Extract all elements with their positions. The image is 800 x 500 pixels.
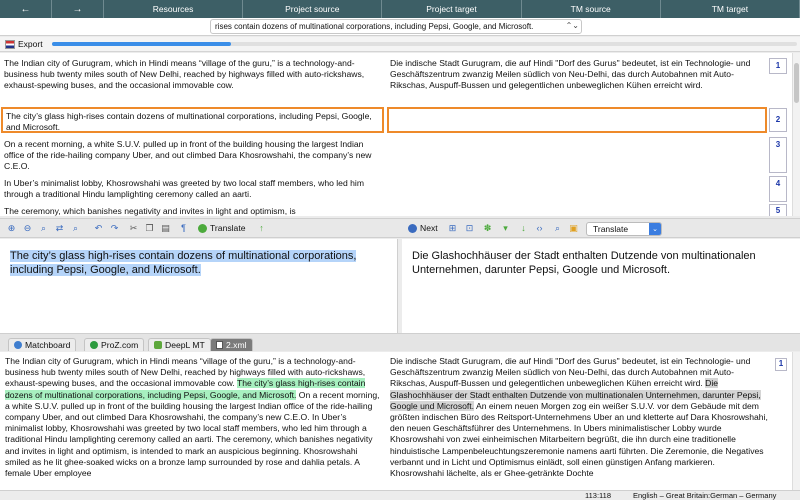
tab-project-source[interactable]: Project source — [243, 0, 382, 18]
scrollbar-thumb[interactable] — [794, 63, 799, 103]
insert-tag-icon[interactable]: ⊞ — [448, 223, 457, 233]
document-segment-number[interactable]: 1 — [775, 358, 787, 371]
bottom-tabs — [0, 333, 800, 351]
export-button[interactable] — [5, 39, 43, 49]
progress-bar — [52, 42, 797, 46]
filter-icon[interactable]: ▾ — [503, 223, 508, 233]
segment-source-cell[interactable]: The ceremony, which banishes negativity and invites in light and optimism, is — [4, 206, 296, 216]
segment-target-cell[interactable] — [387, 204, 767, 216]
segment-target-cell-empty[interactable] — [387, 107, 767, 133]
zoom-in-icon[interactable]: ⊕ — [7, 223, 16, 233]
segment-number[interactable]: 5 — [769, 204, 787, 216]
tab-label: 2.xml — [226, 340, 247, 350]
doc-target-highlight[interactable]: Die Glashochhäuser der Stadt enthalten Dutzende von multinationalen Unternehmen, darunter Pepsi, Google und Microsoft. — [390, 378, 761, 411]
tab-label: ProZ.com — [101, 340, 139, 350]
export-label: Export — [18, 39, 43, 49]
export-row — [0, 37, 800, 52]
translate-button-label: Translate — [210, 223, 246, 233]
target-editor[interactable] — [402, 239, 800, 333]
segment-dropdown-value: rises contain dozens of multinational corporations, including Pepsi, Google, and Microsoft. — [215, 22, 534, 31]
tab-proz[interactable] — [84, 338, 144, 351]
segment-source-cell[interactable]: The city’s glass high-rises contain dozens of multinational corporations, including Pepsi, Google, and Microsoft. — [1, 107, 384, 133]
tab-tm-target[interactable]: TM target — [661, 0, 800, 18]
proz-icon — [90, 341, 98, 349]
mode-select-value: Translate — [593, 224, 629, 234]
segment-dropdown[interactable] — [210, 19, 582, 34]
status-bar — [0, 490, 800, 500]
doc-source-highlight[interactable]: The city’s glass high-rises contain dozens of multinational corporations, including Pepsi, Google, and Microsoft. — [5, 378, 366, 400]
translate-button[interactable] — [198, 223, 246, 233]
segment-number[interactable]: 4 — [769, 176, 787, 202]
forward-arrow-button[interactable]: → — [52, 0, 104, 18]
next-button[interactable] — [408, 223, 438, 233]
undo-icon[interactable]: ↶ — [94, 223, 103, 233]
document-source-text — [5, 356, 382, 479]
source-editor-text: The city’s glass high-rises contain dozens of multinational corporations, including Pepsi, Google, and Microsoft. — [10, 250, 357, 276]
segment-grid — [0, 53, 792, 216]
note-icon[interactable]: ▣ — [569, 223, 578, 233]
find-next-icon[interactable]: ⌕ — [72, 223, 79, 233]
segment-row[interactable] — [0, 137, 792, 175]
confirm-icon[interactable]: ✽ — [483, 223, 492, 233]
tab-label: DeepL MT — [165, 340, 205, 350]
redo-icon[interactable]: ↷ — [110, 223, 119, 233]
doc-source-after: On a recent morning, a white S.U.V. pulled up in front of the building housing the largest Indian office of the ride-hailing company Uber, and out climbed Dara Khosrowshahi, the company’s new C.E.O. In Uber’s minimalist lobby, Khosrowshahi was greeted by two local staff members, who led him through a traditional Hindu lamplighting ceremony called an aarti. The ceremony, which banishes negativity and invites in light and optimism, is intended to mark an auspicious beginning. Khosrowshahi smiled as he lit ghee-soaked wicks on a bronze lamp surrounded by rose and dahlia petals. A female Uber employee — [5, 389, 380, 479]
cursor-position: 113:118 — [585, 491, 611, 500]
tag-icon[interactable]: ‹› — [536, 223, 543, 233]
search-icon[interactable]: ⌕ — [40, 223, 47, 233]
tab-tm-source[interactable]: TM source — [522, 0, 661, 18]
document-target-text — [390, 356, 770, 479]
document-icon — [216, 341, 223, 349]
segment-row[interactable] — [0, 56, 792, 106]
arrow-up-icon[interactable]: ↑ — [259, 223, 264, 233]
grid-scrollbar[interactable] — [792, 53, 800, 216]
target-editor-text: Die Glashochhäuser der Stadt enthalten Dutzende von multinationalen Unternehmen, darunter Pepsi, Google und Microsoft. — [412, 250, 756, 276]
tab-label: Matchboard — [25, 340, 71, 350]
chevron-down-icon: ⌄ — [649, 223, 661, 235]
next-icon — [408, 224, 417, 233]
progress-fill — [52, 42, 231, 46]
deepl-icon — [154, 341, 162, 349]
next-button-label: Next — [420, 223, 438, 233]
editor-toolbar — [0, 218, 800, 238]
segment-number[interactable]: 1 — [769, 58, 787, 74]
mode-select[interactable] — [586, 222, 662, 236]
document-preview — [0, 352, 800, 490]
replace-icon[interactable]: ⇄ — [55, 223, 64, 233]
copy-icon[interactable]: ❐ — [145, 223, 154, 233]
segment-target-cell[interactable] — [387, 137, 767, 175]
language-pair: English – Great Britain:German – Germany — [633, 491, 777, 500]
tab-project-target[interactable]: Project target — [382, 0, 521, 18]
tab-resources[interactable]: Resources — [104, 0, 243, 18]
matchboard-icon — [14, 341, 22, 349]
copy-source-icon[interactable]: ⊡ — [465, 223, 474, 233]
top-navigation-bar — [0, 0, 800, 18]
segment-number[interactable]: 2 — [769, 108, 787, 132]
paragraph-icon[interactable]: ¶ — [181, 223, 186, 233]
tab-matchboard[interactable] — [8, 338, 76, 351]
segment-row[interactable] — [0, 204, 792, 216]
segment-source-cell[interactable]: In Uber’s minimalist lobby, Khosrowshahi was greeted by two local staff members, who led him through a traditional Hindu lamplighting ceremony called an aarti. — [4, 178, 364, 199]
doc-source-before: The Indian city of Gurugram, which in Hindi means “village of the guru,” is a technology-and-business hub twenty miles south of New Delhi, reached by highways filled with auto-rickshaws, exhaust-spewing buses, and the occasional immovable cow. — [5, 356, 366, 389]
arrow-down-icon[interactable]: ↓ — [521, 223, 526, 233]
segment-target-cell[interactable] — [387, 176, 767, 202]
segment-row[interactable] — [0, 176, 792, 202]
leaf-icon — [198, 224, 207, 233]
segment-row-active[interactable] — [0, 107, 792, 133]
tab-xml-file[interactable] — [210, 338, 253, 351]
segment-source-cell[interactable]: The Indian city of Gurugram, which in Hindi means “village of the guru,” is a technology-and-business hub twenty miles south of New Delhi, reached by highways filled with auto-rickshaws, exhaust-spewing buses, and the occasional immovable cow. — [4, 58, 365, 90]
zoom-out-icon[interactable]: ⊖ — [23, 223, 32, 233]
doc-target-after: An einem neuen Morgen zog ein weißer S.U.V. vor dem Gebäude mit dem größten indischen Büro des Reitsport-Unternehmens Uber an und kletterte auf Dara Khosrowshahi, den neuen Geschäftsführer des Unternehmens. In Ubers minimalistischer Lobby wurde Khosrowshahi von zwei einheimischen Mitarbeitern begrüßt, die ihn durch eine traditionelle hinduistische Lampenbeleuchtungszeremonie namens aarti führten. Die Zeremonie, die Negatives verbannt und in Licht und Optimismus einlädt, soll einen günstigen Anfang markieren. Khosrowshahi lächelte, als er Ghee-getränkte Dochte — [390, 400, 768, 479]
segment-source-cell[interactable]: On a recent morning, a white S.U.V. pulled up in front of the building housing the largest Indian office of the ride-hailing company Uber, and out climbed Dara Khosrowshahi, the company’s new C.E.O. — [4, 139, 372, 171]
paste-icon[interactable]: ▤ — [161, 223, 170, 233]
segment-number[interactable]: 3 — [769, 137, 787, 173]
doc-target-before: Die indische Stadt Gurugram, die auf Hindi "Dorf des Gurus" bedeutet, ist ein Technologie- und Geschäftszentrum zwanzig Meilen südlich von Neu-Delhi, das durch Autobahnen mit Auto-Rikschas, Auspuff-Bussen und gelegentlichen unbeweglichen Kühen erreicht wird. — [390, 356, 751, 389]
document-scrollbar[interactable] — [792, 352, 800, 490]
concordance-icon[interactable]: ⌕ — [554, 223, 561, 233]
tab-deepl[interactable] — [148, 338, 211, 351]
chevron-updown-icon: ⌃⌄ — [565, 21, 579, 30]
source-editor[interactable] — [0, 239, 398, 333]
cut-icon[interactable]: ✂ — [129, 223, 138, 233]
segment-selector-row — [0, 18, 800, 36]
flag-icon — [5, 40, 15, 49]
segment-target-cell[interactable]: Die indische Stadt Gurugram, die auf Hindi "Dorf des Gurus" bedeutet, ist ein Technologie- und Geschäftszentrum zwanzig Meilen südlich von Neu-Delhi, das durch Autobahnen mit Auto-Rikschas, Auspuff-Bussen und gelegentlichen unbeweglichen Kühen erreicht wird. — [390, 58, 751, 90]
back-arrow-button[interactable]: ← — [0, 0, 52, 18]
